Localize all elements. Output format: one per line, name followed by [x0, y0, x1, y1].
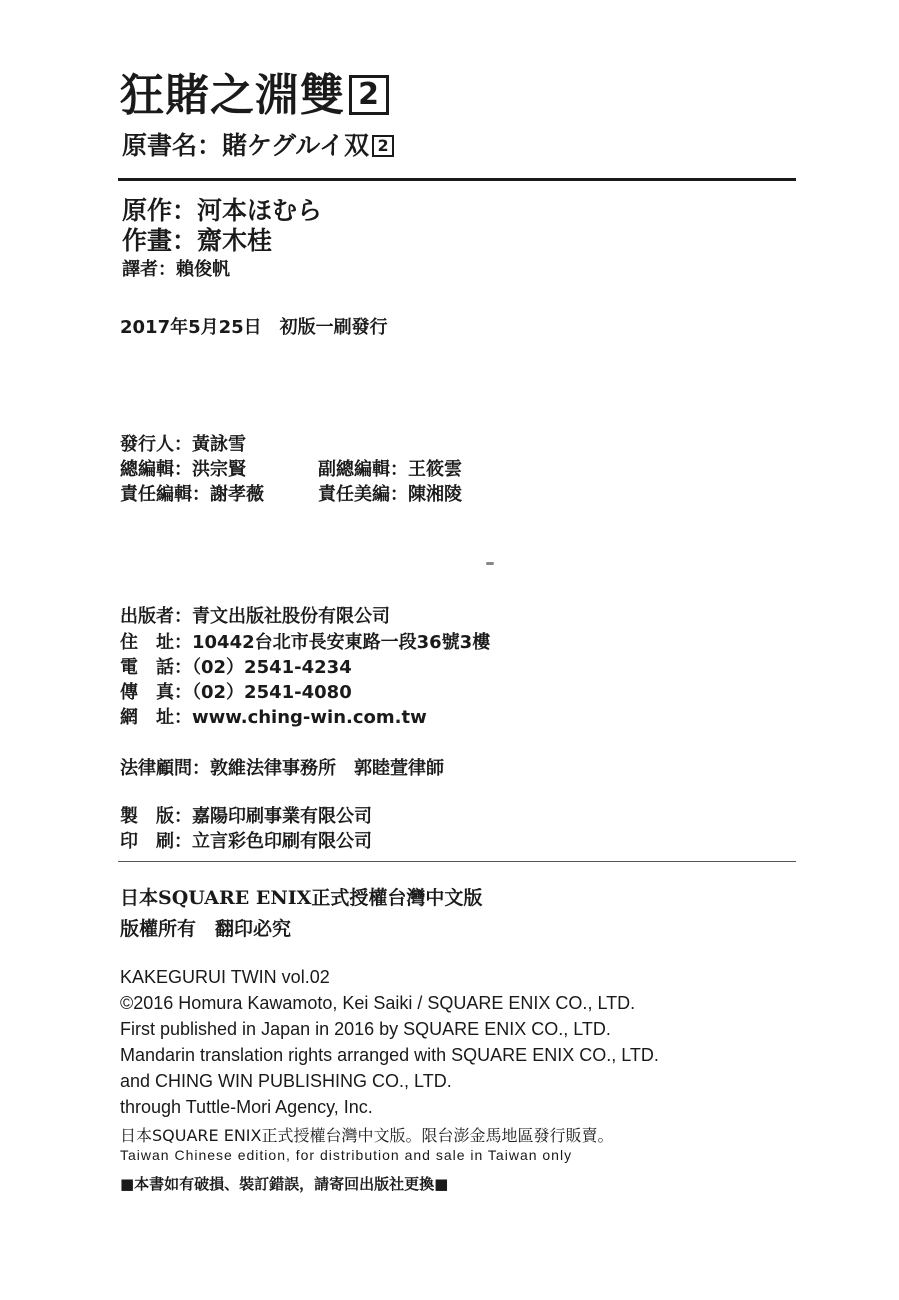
english-credit-line: Mandarin translation rights arranged with SQUARE ENIX CO., LTD.	[120, 1045, 659, 1065]
english-credit-line: through Tuttle-Mori Agency, Inc.	[120, 1097, 373, 1117]
english-credit-line: First published in Japan in 2016 by SQUARE ENIX CO., LTD.	[120, 1019, 611, 1039]
license-statement: 日本SQUARE ENIX正式授權台灣中文版	[120, 887, 483, 909]
return-notice: ■本書如有破損、裝訂錯誤，請寄回出版社更換■	[120, 1175, 449, 1193]
publisher-name: 出版者：青文出版社股份有限公司	[120, 606, 390, 627]
publisher-address: 住 址：10442台北市長安東路一段36號3樓	[120, 632, 491, 653]
english-credit-line: and CHING WIN PUBLISHING CO., LTD.	[120, 1071, 452, 1091]
header-divider	[118, 178, 796, 181]
license-divider	[118, 861, 796, 862]
staff-chief-editor: 總編輯：洪宗賢	[120, 459, 246, 480]
english-credit-line: KAKEGURUI TWIN vol.02	[120, 967, 330, 987]
plate-maker: 製 版：嘉陽印刷事業有限公司	[120, 806, 372, 827]
translator: 譯者：賴俊帆	[122, 259, 230, 280]
original-title	[122, 131, 394, 161]
staff-editor: 責任編輯：謝孝薇	[120, 484, 264, 505]
original-author: 原作：河本ほむら	[122, 196, 323, 225]
book-title-text: 狂賭之淵雙	[120, 70, 345, 121]
distribution-chinese: 日本SQUARE ENIX正式授權台灣中文版。限台澎金馬地區發行販賣。	[120, 1126, 614, 1145]
artist: 作畫：齋木桂	[122, 226, 273, 255]
staff-art-editor: 責任美編：陳湘陵	[318, 484, 462, 505]
publisher-fax: 傳 真：（02）2541-4080	[120, 682, 352, 703]
legal-counsel: 法律顧問：敦維法律事務所 郭睦萱律師	[120, 758, 444, 779]
publisher-website: 網 址：www.ching-win.com.tw	[120, 707, 427, 728]
original-title-text: 原書名：賭ケグルイ双	[122, 131, 370, 160]
printer: 印 刷：立言彩色印刷有限公司	[120, 831, 372, 852]
book-title	[120, 70, 389, 122]
scan-speck	[486, 562, 494, 565]
volume-number-box: 2	[349, 75, 389, 115]
staff-publisher-person: 發行人：黃詠雪	[120, 434, 246, 455]
distribution-english: Taiwan Chinese edition, for distribution and sale in Taiwan only	[120, 1147, 573, 1163]
publisher-phone: 電 話：（02）2541-4234	[120, 657, 352, 678]
edition-date: 2017年5月25日 初版一刷發行	[120, 317, 388, 338]
english-credit-line: ©2016 Homura Kawamoto, Kei Saiki / SQUARE ENIX CO., LTD.	[120, 993, 636, 1013]
copyright-notice: 版權所有 翻印必究	[120, 918, 292, 940]
staff-deputy-chief-editor: 副總編輯：王筱雲	[318, 459, 462, 480]
original-volume-box: 2	[372, 135, 394, 157]
